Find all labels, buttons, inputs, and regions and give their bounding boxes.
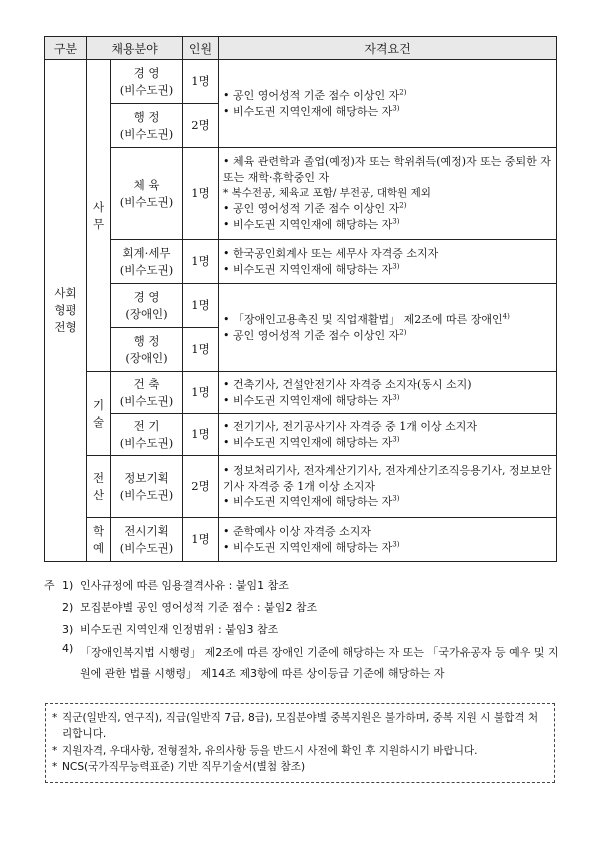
field-cell: 행 정 (장애인) — [111, 328, 183, 372]
field-cell: 정보기획 (비수도권) — [111, 456, 183, 518]
count-cell: 1명 — [183, 284, 219, 328]
count-cell: 1명 — [183, 148, 219, 240]
table-row — [45, 60, 557, 104]
requirements-cell: • 준학예사 이상 자격증 소지자 • 비수도권 지역인재에 해당하는 자$^{3)}$ — [219, 518, 557, 562]
type-cell: 사회 형평 전형 — [45, 60, 87, 562]
count-cell: 1명 — [183, 240, 219, 284]
requirements-cell: • 건축기사, 건설안전기사 자격증 소지자(동시 소지) • 비수도권 지역인재에 해당하는 자$^{3)}$ — [219, 372, 557, 414]
group-office: 사 무 — [87, 60, 111, 372]
field-cell: 행 정 (비수도권) — [111, 104, 183, 148]
footnotes — [44, 580, 564, 696]
table-row — [45, 240, 557, 284]
count-cell: 2명 — [183, 104, 219, 148]
table-row — [45, 284, 557, 328]
header-requirements: 자격요건 — [219, 37, 557, 60]
table-row — [45, 456, 557, 518]
requirements-cell: • 「장애인고용촉진 및 직업재활법」 제2조에 따른 장애인$^{4)}$ • 공인 영어성적 기준 점수 이상인 자$^{2)}$ — [219, 284, 557, 372]
table-row — [45, 148, 557, 240]
recruitment-table — [44, 36, 557, 562]
header-count: 인원 — [183, 37, 219, 60]
table-row — [45, 372, 557, 414]
field-cell: 전시기획 (비수도권) — [111, 518, 183, 562]
notice-box — [45, 703, 555, 783]
group-it: 전 산 — [87, 456, 111, 518]
requirements-cell: • 체육 관련학과 졸업(예정)자 또는 학위취득(예정)자 또는 중퇴한 자 또는 재학·휴학중인 자 * 복수전공, 체육교 포함/ 부전공, 대학원 제외 • 공인 영어성적 기준 점수 이상인 자$^{2)}$ • 비수도권 지역인재에 해당하는 자$^{3)}$ — [219, 148, 557, 240]
header-type: 구분 — [45, 37, 87, 60]
field-cell: 체 육 (비수도권) — [111, 148, 183, 240]
count-cell: 1명 — [183, 328, 219, 372]
header-field: 채용분야 — [87, 37, 183, 60]
footnote-lead: 주 — [44, 579, 55, 592]
footnote-item: 2) 모집분야별 공인 영어성적 기준 점수 : 붙임2 참조 — [62, 601, 318, 614]
requirements-cell: • 한국공인회계사 또는 세무사 자격증 소지자 • 비수도권 지역인재에 해당하는 자$^{3)}$ — [219, 240, 557, 284]
count-cell: 1명 — [183, 518, 219, 562]
footnote-item: 4) 「장애인복지법 시행령」 제2조에 따른 장애인 기준에 해당하는 자 또는 「국가유공자 등 예우 및 지원에 관한 법률 시행령」 제14조 제3항에 따른 상이등급 기준에 해당하는 자 — [62, 642, 559, 680]
field-cell: 전 기 (비수도권) — [111, 414, 183, 456]
notice-item: * NCS(국가직무능력표준) 기반 직무기술서(별첨 참조) — [52, 761, 306, 774]
count-cell: 1명 — [183, 414, 219, 456]
table-row — [45, 518, 557, 562]
count-cell: 1명 — [183, 372, 219, 414]
field-cell: 경 영 (비수도권) — [111, 60, 183, 104]
requirements-cell: • 공인 영어성적 기준 점수 이상인 자$^{2)}$ • 비수도권 지역인재에 해당하는 자$^{3)}$ — [219, 60, 557, 148]
group-archive: 학 예 — [87, 518, 111, 562]
requirements-cell: • 전기기사, 전기공사기사 자격증 중 1개 이상 소지자 • 비수도권 지역인재에 해당하는 자$^{3)}$ — [219, 414, 557, 456]
count-cell: 1명 — [183, 60, 219, 104]
notice-item: * 직군(일반직, 연구직), 직급(일반직 7급, 8급), 모집분야별 중복지원은 불가하며, 중복 지원 시 불합격 처리합니다. — [52, 712, 539, 741]
table-header-row — [45, 37, 557, 60]
field-cell: 회계·세무 (비수도권) — [111, 240, 183, 284]
count-cell: 2명 — [183, 456, 219, 518]
footnote-item: 3) 비수도권 지역인재 인정범위 : 붙임3 참조 — [62, 623, 279, 636]
footnote-item: 주 1) 인사규정에 따른 임용결격사유 : 붙임1 참조 — [44, 579, 289, 592]
notice-item: * 지원자격, 우대사항, 전형절차, 유의사항 등을 반드시 사전에 확인 후 지원하시기 바랍니다. — [52, 744, 478, 757]
table-row — [45, 414, 557, 456]
field-cell: 경 영 (장애인) — [111, 284, 183, 328]
group-tech: 기 술 — [87, 372, 111, 456]
field-cell: 건 축 (비수도권) — [111, 372, 183, 414]
requirements-cell: • 정보처리기사, 전자계산기기사, 전자계산기조직응용기사, 정보보안기사 자격증 중 1개 이상 소지자 • 비수도권 지역인재에 해당하는 자$^{3)}$ — [219, 456, 557, 518]
